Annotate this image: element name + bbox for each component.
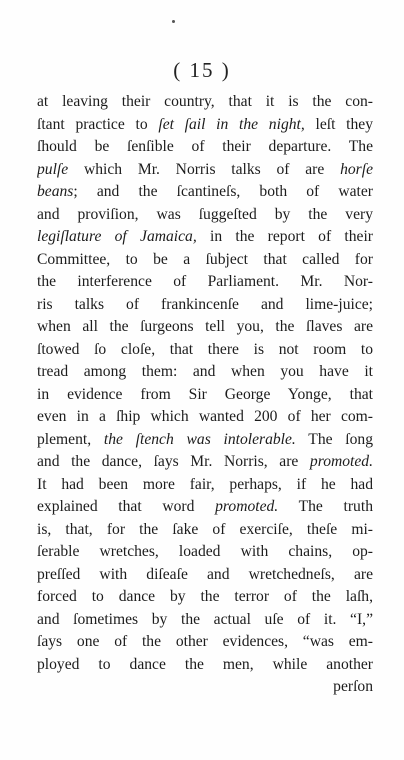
italic-text: beans <box>37 183 74 200</box>
text-segment: which Mr. Norris talks of are <box>68 160 341 178</box>
text-line <box>37 474 373 497</box>
text-line <box>37 519 373 542</box>
text-segment: and ſometimes by the actual uſe of it. “I,” <box>37 610 373 628</box>
text-line <box>37 654 373 677</box>
text-line <box>37 451 373 474</box>
text-line <box>37 496 373 519</box>
text-segment: and the dance, ſays Mr. Norris, are <box>37 453 310 470</box>
text-segment: and proviſion, was ſuggeſted by the very <box>37 205 373 223</box>
text-line <box>37 226 373 249</box>
text-segment: forced to dance by the terror of the laſh, <box>37 588 373 605</box>
italic-text: ſet ſail in the night, <box>158 115 305 133</box>
text-line <box>37 406 373 429</box>
text-segment: in evidence from Sir George Yonge, that <box>37 385 373 403</box>
text-segment: at leaving their country, that it is the con- <box>37 93 373 110</box>
text-segment: explained that word <box>37 498 216 515</box>
text-line <box>37 159 373 182</box>
text-segment: plement, <box>37 430 104 448</box>
text-line <box>37 586 373 609</box>
text-segment: ſays one of the other evidences, “was em- <box>37 633 373 650</box>
text-segment: It had been more fair, perhaps, if he had <box>37 475 373 493</box>
text-line <box>37 564 373 587</box>
text-line <box>37 384 373 407</box>
text-segment: ris talks of frankincenſe and lime-juice; <box>37 295 373 313</box>
italic-text: the ſtench was intolerable. <box>103 430 296 448</box>
text-line <box>37 249 373 272</box>
text-segment: ſtowed ſo cloſe, that there is not room to <box>37 340 373 358</box>
text-line <box>37 361 373 384</box>
text-segment: The truth <box>278 498 373 515</box>
text-segment: tread among them: and when you have it <box>37 363 373 380</box>
text-line <box>37 339 373 362</box>
text-line <box>37 204 373 227</box>
text-line <box>37 91 373 114</box>
text-line <box>37 271 373 294</box>
text-line <box>37 114 373 137</box>
text-segment: preſſed with diſeaſe and wretchedneſs, are <box>37 565 373 583</box>
text-line <box>37 429 373 452</box>
text-segment: ; and the ſcantineſs, both of water <box>73 183 373 200</box>
italic-text: pulſe <box>37 160 69 178</box>
text-segment: is, that, for the ſake of exerciſe, theſe mi- <box>37 520 373 538</box>
text-segment: ſerable wretches, loaded with chains, op- <box>37 543 373 560</box>
text-line <box>37 316 373 339</box>
text-segment: ſtant practice to <box>37 115 159 133</box>
text-segment: the interference of Parliament. Mr. Nor- <box>37 273 373 290</box>
ink-speck <box>172 20 175 23</box>
text-segment: ſhould be ſenſible of their departure. The <box>37 138 373 155</box>
text-line <box>37 294 373 317</box>
text-line <box>37 609 373 632</box>
text-segment: The ſong <box>295 430 373 448</box>
catchword: perſon <box>333 678 373 695</box>
italic-text: legiſlature of Jamaica, <box>37 228 197 245</box>
text-segment: ployed to dance the men, while another <box>37 655 373 673</box>
text-segment: even in a ſhip which wanted 200 of her com- <box>37 408 373 425</box>
italic-text: promoted. <box>215 498 279 515</box>
text-segment: when all the ſurgeons tell you, the ſlaves are <box>37 318 373 335</box>
text-line <box>37 541 373 564</box>
text-segment: Committee, to be a ſubject that called for <box>37 250 373 268</box>
text-segment: leſt they <box>304 115 373 133</box>
italic-text: horſe <box>340 160 373 178</box>
page-number: ( 15 ) <box>173 58 231 82</box>
text-line <box>37 136 373 159</box>
italic-text: promoted. <box>309 453 373 470</box>
text-line <box>37 181 373 204</box>
text-line <box>37 631 373 654</box>
text-segment: in the report of their <box>196 228 373 245</box>
body-text <box>37 91 373 699</box>
